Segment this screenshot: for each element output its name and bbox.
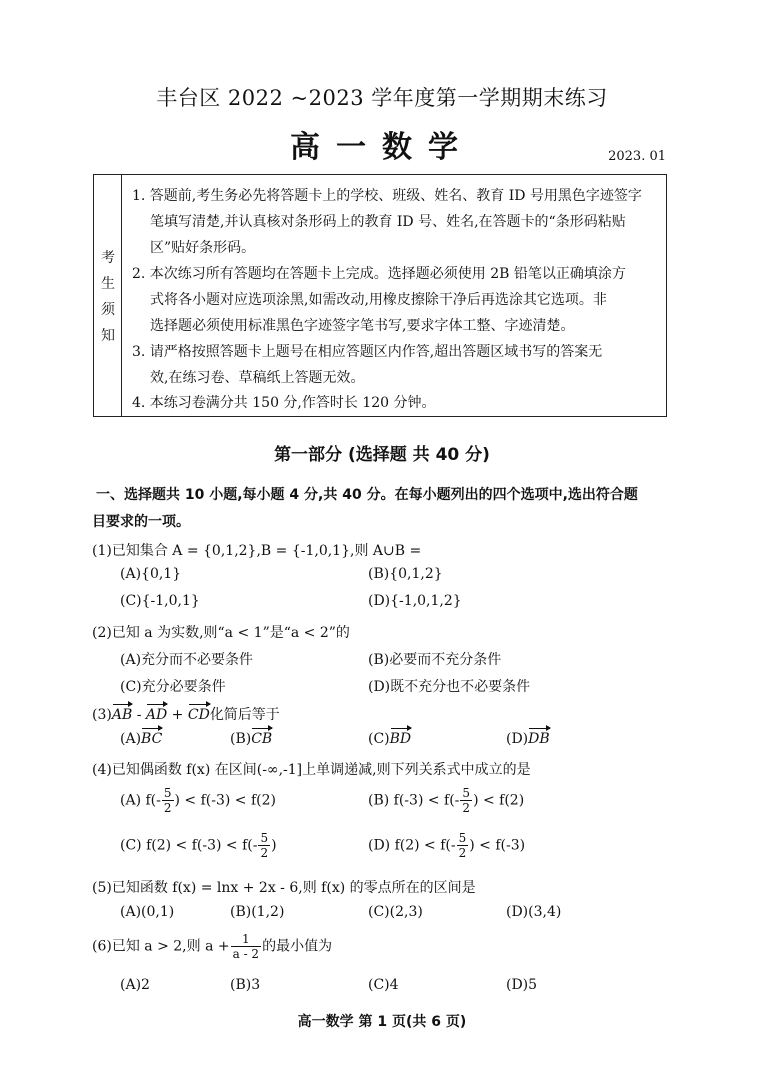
question-1-option-c: (C){-1,0,1} bbox=[120, 593, 200, 609]
option-text: ) < f(2) bbox=[473, 792, 525, 809]
fraction-denominator: 2 bbox=[163, 801, 172, 815]
exam-date: 2023. 01 bbox=[608, 149, 666, 164]
question-6-option-a: (A)2 bbox=[120, 977, 150, 993]
fraction bbox=[457, 831, 469, 860]
vector-bd: BD bbox=[389, 731, 412, 747]
question-4-option-b bbox=[368, 786, 524, 815]
question-3-option-d bbox=[506, 731, 550, 747]
question-5-option-b: (B)(1,2) bbox=[230, 904, 285, 920]
notice-line: 选择题必须使用标准黑色字迹签字笔书写,要求字体工整、字迹清楚。 bbox=[150, 318, 575, 334]
vector-cb: CB bbox=[251, 731, 273, 747]
option-label: (D) bbox=[506, 731, 529, 747]
vector-db: DB bbox=[528, 731, 550, 747]
option-text: (D) f(2) < f(- bbox=[368, 837, 456, 854]
question-6-text: (6)已知 a > 2,则 a + bbox=[92, 938, 230, 955]
notice-heading bbox=[94, 175, 122, 416]
question-5-option-c: (C)(2,3) bbox=[368, 904, 423, 920]
question-5-stem: (5)已知函数 f(x) = lnx + 2x - 6,则 f(x) 的零点所在的区间是 bbox=[92, 880, 476, 896]
question-4-option-a bbox=[120, 786, 276, 815]
exam-title: 丰台区 2022 ~2023 学年度第一学期期末练习 bbox=[156, 86, 608, 110]
question-6-text: 的最小值为 bbox=[262, 938, 333, 955]
fraction-numerator: 5 bbox=[458, 831, 467, 845]
vector-cd: CD bbox=[187, 707, 210, 723]
question-3-tail: 化简后等于 bbox=[209, 707, 280, 723]
question-2-option-d: (D)既不充分也不必要条件 bbox=[368, 679, 531, 695]
candidate-notice-box bbox=[93, 174, 667, 417]
question-3-stem bbox=[92, 704, 280, 724]
notice-line: 效,在练习卷、草稿纸上答题无效。 bbox=[150, 370, 365, 386]
option-text: ) < f(-3) < f(2) bbox=[174, 792, 276, 809]
notice-line: 笔填写清楚,并认真核对条形码上的教育 ID 号、姓名,在答题卡的“条形码粘贴 bbox=[150, 214, 626, 230]
question-6-option-b: (B)3 bbox=[230, 977, 261, 993]
question-1-stem: (1)已知集合 A = {0,1,2},B = {-1,0,1},则 A∪B = bbox=[92, 543, 422, 559]
section-intro-line: 目要求的一项。 bbox=[92, 514, 190, 530]
option-text: (B) f(-3) < f(- bbox=[368, 792, 460, 809]
question-3-option-c bbox=[368, 731, 411, 747]
minus-sign: - bbox=[132, 707, 146, 723]
question-1-option-b: (B){0,1,2} bbox=[368, 566, 443, 582]
question-3-option-b bbox=[230, 731, 272, 747]
fraction-denominator: 2 bbox=[458, 846, 467, 860]
section-intro-line: 一、选择题共 10 小题,每小题 4 分,共 40 分。在每小题列出的四个选项中,选出符合题 bbox=[96, 487, 638, 503]
question-4-stem: (4)已知偶函数 f(x) 在区间(-∞,-1]上单调递减,则下列关系式中成立的是 bbox=[92, 762, 531, 778]
question-2-option-a: (A)充分而不必要条件 bbox=[120, 652, 254, 668]
question-1-option-d: (D){-1,0,1,2} bbox=[368, 593, 462, 609]
subject-title: 高一数学 bbox=[290, 130, 474, 165]
question-6-option-d: (D)5 bbox=[506, 977, 538, 993]
notice-heading-char: 生 bbox=[101, 276, 115, 292]
question-5-option-a: (A)(0,1) bbox=[120, 904, 175, 920]
fraction-denominator: a - 2 bbox=[232, 947, 260, 961]
question-3-number: (3) bbox=[92, 707, 112, 723]
fraction bbox=[258, 831, 270, 860]
vector-bc: BC bbox=[141, 731, 163, 747]
question-1-option-a: (A){0,1} bbox=[120, 566, 182, 582]
question-4-option-d bbox=[368, 831, 525, 860]
option-text: ) bbox=[271, 837, 277, 854]
option-label: (B) bbox=[230, 731, 252, 747]
page-footer: 高一数学 第 1 页(共 6 页) bbox=[297, 1014, 467, 1030]
fraction bbox=[231, 932, 261, 961]
plus-sign: + bbox=[167, 707, 188, 723]
vector-ad: AD bbox=[145, 707, 168, 723]
notice-heading-char: 须 bbox=[101, 302, 115, 318]
question-2-option-b: (B)必要而不充分条件 bbox=[368, 652, 502, 668]
option-text: (C) f(2) < f(-3) < f(- bbox=[120, 837, 258, 854]
fraction bbox=[460, 786, 472, 815]
fraction bbox=[162, 786, 174, 815]
fraction-numerator: 5 bbox=[163, 786, 172, 800]
notice-heading-char: 知 bbox=[101, 328, 115, 344]
notice-line: 1. 答题前,考生务必先将答题卡上的学校、班级、姓名、教育 ID 号用黑色字迹签字 bbox=[132, 188, 642, 204]
question-2-stem: (2)已知 a 为实数,则“a < 1”是“a < 2”的 bbox=[92, 625, 350, 641]
option-text: ) < f(-3) bbox=[469, 837, 526, 854]
question-2-option-c: (C)充分必要条件 bbox=[120, 679, 226, 695]
fraction-numerator: 1 bbox=[231, 932, 261, 947]
question-6-stem bbox=[92, 932, 332, 961]
fraction-denominator: 2 bbox=[260, 846, 269, 860]
notice-line: 式将各小题对应选项涂黑,如需改动,用橡皮擦除干净后再选涂其它选项。非 bbox=[150, 292, 607, 308]
vector-ab: AB bbox=[111, 707, 133, 723]
section-heading: 第一部分 (选择题 共 40 分) bbox=[274, 445, 490, 465]
notice-line: 2. 本次练习所有答题均在答题卡上完成。选择题必须使用 2B 铅笔以正确填涂方 bbox=[132, 266, 626, 282]
fraction-numerator: 5 bbox=[260, 831, 269, 845]
question-4-option-c bbox=[120, 831, 277, 860]
option-label: (A) bbox=[120, 731, 142, 747]
notice-heading-char: 考 bbox=[101, 250, 115, 266]
notice-line: 3. 请严格按照答题卡上题号在相应答题区内作答,超出答题区域书写的答案无 bbox=[132, 344, 603, 360]
question-5-option-d: (D)(3,4) bbox=[506, 904, 562, 920]
question-3-option-a bbox=[120, 731, 162, 747]
question-6-option-c: (C)4 bbox=[368, 977, 399, 993]
option-label: (C) bbox=[368, 731, 390, 747]
fraction-numerator: 5 bbox=[462, 786, 471, 800]
notice-line: 区”贴好条形码。 bbox=[150, 240, 256, 256]
notice-line: 4. 本练习卷满分共 150 分,作答时长 120 分钟。 bbox=[132, 395, 436, 411]
fraction-denominator: 2 bbox=[462, 801, 471, 815]
option-text: (A) f(- bbox=[120, 792, 161, 809]
